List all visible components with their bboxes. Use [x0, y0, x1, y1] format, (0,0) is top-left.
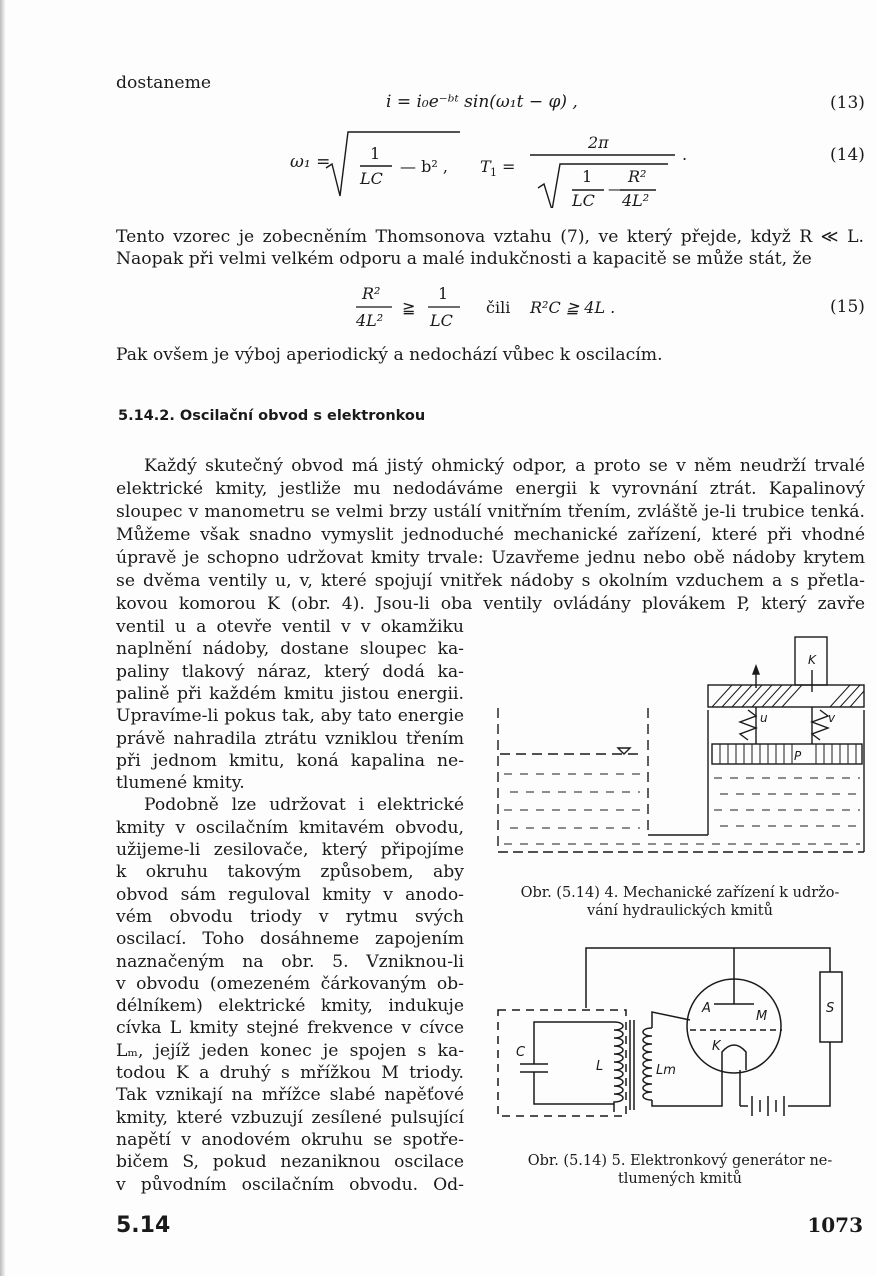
figure-5-electron-circuit	[490, 940, 860, 1145]
body-left-line: délníkem) elektrické kmity, indukuje	[116, 996, 464, 1017]
body-left-line: právě nahradila ztrátu vzniklou třením	[116, 728, 464, 749]
body-left-line: v původním oscilačním obvodu. Od-	[116, 1174, 464, 1195]
footer-page-number: 1073	[807, 1213, 863, 1237]
body-left-line: paliny tlakový náraz, který dodá ka-	[116, 661, 464, 682]
fig4-label-K: K	[808, 653, 816, 667]
svg-text:—: —	[608, 179, 624, 198]
body-left-line: palině při každém kmitu jistou energii.	[116, 683, 464, 704]
fig5-label-Lm: Lm	[656, 1063, 676, 1078]
footer-section-number: 5.14	[116, 1213, 171, 1238]
intro-word: dostaneme	[116, 73, 212, 93]
body-line: Každý skutečný obvod má jistý ohmický odpor, a proto se v něm neudrží trvalé	[144, 456, 865, 476]
body-left-line: Podobně lze udržovat i elektrické	[144, 795, 464, 816]
svg-text:1: 1	[490, 166, 497, 179]
body-line: se dvěma ventily u, v, které spojují vnitřek nádoby s okolním vzduchem a s přetla-	[116, 571, 865, 591]
svg-text:4L²: 4L²	[622, 191, 650, 208]
body-line: úpravě je schopno udržovat kmity trvale: Uzavřeme jednu nebo obě nádoby krytem	[116, 548, 865, 568]
fig5-label-L: L	[596, 1059, 604, 1074]
body-left-line: todou K a druhý s mřížkou M triody.	[116, 1063, 464, 1083]
body-left-line: vém obvodu triody v rytmu svých	[116, 906, 464, 927]
svg-text:R²: R²	[628, 167, 647, 186]
body-left-line: kmity, které vzbuzují zesílené pulsující	[116, 1107, 464, 1128]
body-left-line: napětí v anodovém okruhu se spotře-	[116, 1129, 464, 1150]
fig5-label-C: C	[516, 1045, 526, 1060]
body-line: kovou komorou K (obr. 4). Jsou-li oba ventily ovládány plovákem P, který zavře	[116, 594, 865, 614]
omega-symbol: ω₁ =	[290, 152, 331, 172]
equation-14-number: (14)	[830, 145, 865, 165]
figure-5-caption-line-2: tlumených kmitů	[617, 1171, 743, 1187]
body-left-line: kmity v oscilačním kmitavém obvodu,	[116, 817, 464, 838]
body-left-line: bičem S, pokud nezaniknou oscilace	[116, 1152, 464, 1173]
page-edge-shadow	[0, 0, 6, 1276]
svg-text:4L²: 4L²	[356, 311, 384, 330]
fig4-label-u: u	[760, 711, 768, 725]
section-heading: 5.14.2. Oscilační obvod s elektronkou	[118, 408, 426, 424]
svg-text:T: T	[480, 157, 491, 176]
svg-text:LC: LC	[572, 191, 595, 208]
eq15-cili: čili	[486, 298, 511, 317]
fig5-label-K: K	[712, 1039, 721, 1054]
svg-text:≧: ≧	[402, 298, 416, 317]
svg-text:1: 1	[370, 144, 381, 163]
svg-text:1: 1	[438, 284, 449, 303]
svg-text:1: 1	[582, 167, 593, 186]
body-left-line: užijeme-li zesilovače, který připojíme	[116, 840, 464, 860]
svg-text:2π: 2π	[588, 133, 609, 152]
body-left-line: Lₘ, jejíž jeden konec je spojen s ka-	[116, 1040, 464, 1061]
body-left-line: tlumené kmity.	[116, 773, 245, 794]
body-left-line: Upravíme-li pokus tak, aby tato energie	[116, 706, 464, 727]
equation-14-graphic	[320, 118, 877, 208]
body-left-line: obvod sám reguloval kmity v anodo-	[116, 884, 464, 905]
equation-13: i = i₀e⁻ᵇᵗ sin(ω₁t − φ) ,	[386, 92, 578, 112]
body-left-line: ventil u a otevře ventil v v okamžiku	[116, 617, 464, 637]
body-left-line: naznačeným na obr. 5. Vzniknou-li	[116, 951, 464, 972]
body-left-line: k okruhu takovým způsobem, aby	[116, 862, 464, 883]
svg-text:LC: LC	[360, 169, 383, 188]
fig5-label-S: S	[826, 1001, 835, 1016]
body-left-line: Tak vznikají na mřížce slabé napěťové	[116, 1085, 464, 1106]
equation-15-graphic	[350, 280, 680, 340]
body-line: Můžeme však snadno vymyslit jednoduché mechanické zařízení, které při vhodné	[116, 525, 865, 545]
fig5-label-A: A	[702, 1001, 711, 1016]
body-left-line: v obvodu (omezeném čárkovaným ob-	[116, 973, 464, 994]
svg-text:=: =	[502, 157, 516, 176]
eq15-right: R²C ≧ 4L .	[530, 298, 616, 317]
body-left-line: cívka L kmity stejné frekvence v cívce	[116, 1018, 464, 1039]
body-line: sloupec v manometru se velmi brzy ustálí vnitřním třením, zvláště je-li trubice tenká.	[116, 502, 865, 522]
equation-15-number: (15)	[830, 297, 865, 317]
figure-4-caption-line-2: vání hydraulických kmitů	[587, 903, 773, 919]
body-left-line: oscilací. Toho dosáhneme zapojením	[116, 929, 464, 950]
paragraph-1-line-2: Naopak při velmi velkém odporu a malé indukčnosti a kapacitě se může stát, že	[116, 249, 812, 269]
figure-4-caption-line-1: Obr. (5.14) 4. Mechanické zařízení k udržo-	[520, 885, 840, 901]
paragraph-1-line-1: Tento vzorec je zobecněním Thomsonova vztahu (7), ve který přejde, když R ≪ L.	[116, 227, 864, 247]
figure-4-hydraulic-device	[490, 630, 870, 860]
paragraph-2: Pak ovšem je výboj aperiodický a nedochází vůbec k oscilacím.	[116, 345, 663, 365]
body-left-line: při jednom kmitu, koná kapalina ne-	[116, 750, 464, 771]
fig5-label-M: M	[756, 1009, 768, 1024]
svg-text:R²: R²	[362, 284, 381, 303]
fig4-label-P: P	[794, 749, 802, 763]
svg-text:LC: LC	[430, 311, 453, 330]
figure-5-caption-line-1: Obr. (5.14) 5. Elektronkový generátor ne-	[527, 1153, 833, 1169]
equation-13-number: (13)	[830, 93, 865, 113]
body-line: elektrické kmity, jestliže mu nedodáváme energii k vyrovnání ztrát. Kapalinový	[116, 479, 865, 499]
svg-text:— b² ,: — b² ,	[400, 157, 448, 176]
fig4-label-v: v	[828, 711, 836, 725]
body-left-line: naplnění nádoby, dostane sloupec ka-	[116, 639, 464, 660]
svg-text:.: .	[682, 145, 688, 164]
